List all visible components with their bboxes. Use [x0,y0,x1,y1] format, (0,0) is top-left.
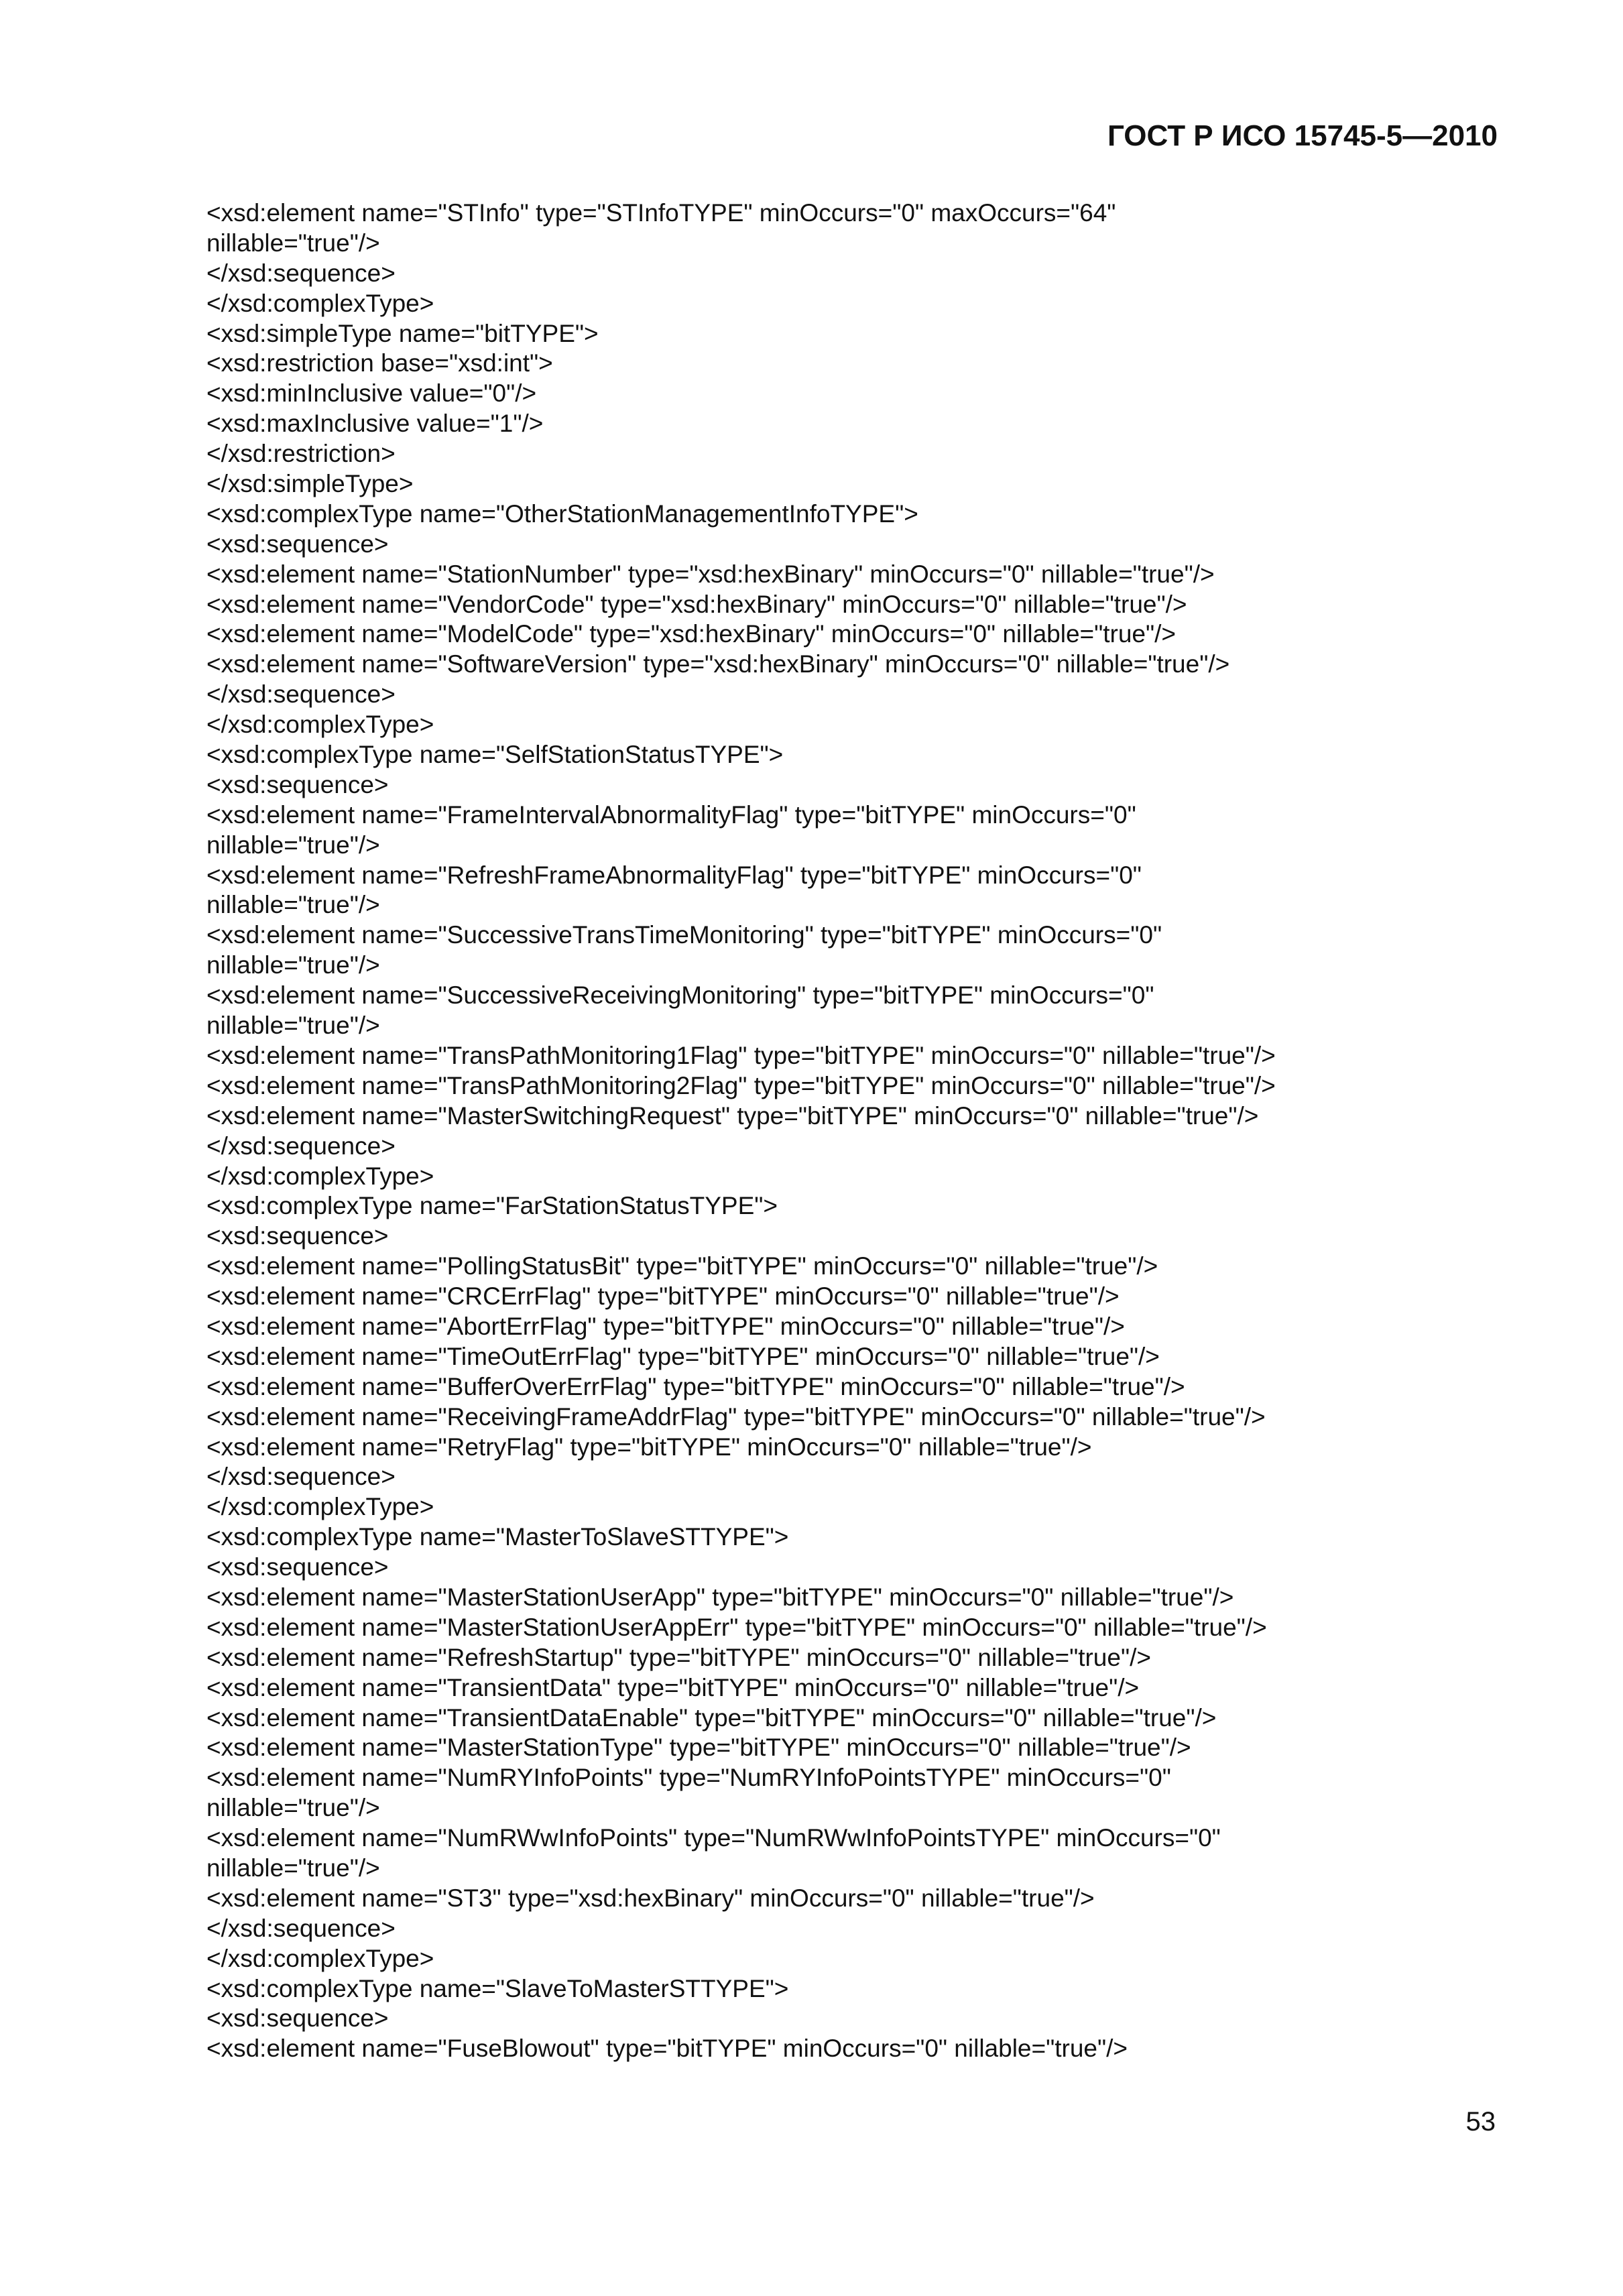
code-line: <xsd:restriction base="xsd:int"> [206,349,553,377]
code-line: <xsd:element name="STInfo" type="STInfoTYPE" minOccurs="0" maxOccurs="64" [206,199,1116,227]
code-line: nillable="true"/> [206,951,380,979]
code-line: <xsd:element name="CRCErrFlag" type="bitTYPE" minOccurs="0" nillable="true"/> [206,1282,1120,1311]
code-line: <xsd:element name="StationNumber" type="xsd:hexBinary" minOccurs="0" nillable="true"/> [206,560,1215,588]
code-line: <xsd:element name="VendorCode" type="xsd:hexBinary" minOccurs="0" nillable="true"/> [206,590,1187,618]
code-line: </xsd:complexType> [206,1493,434,1521]
code-line: nillable="true"/> [206,229,380,257]
code-line: <xsd:element name="SoftwareVersion" type="xsd:hexBinary" minOccurs="0" nillable="true"/> [206,650,1230,678]
code-line: <xsd:element name="TransPathMonitoring1Flag" type="bitTYPE" minOccurs="0" nillable="true"/> [206,1041,1276,1069]
code-line: nillable="true"/> [206,1854,380,1882]
code-line: </xsd:sequence> [206,680,396,709]
code-line: <xsd:element name="ST3" type="xsd:hexBinary" minOccurs="0" nillable="true"/> [206,1884,1095,1912]
code-line: nillable="true"/> [206,891,380,919]
code-line: <xsd:complexType name="OtherStationManagementInfoTYPE"> [206,499,918,528]
code-line: <xsd:element name="FuseBlowout" type="bitTYPE" minOccurs="0" nillable="true"/> [206,2035,1128,2063]
code-line: </xsd:restriction> [206,440,396,468]
code-line: <xsd:minInclusive value="0"/> [206,379,537,408]
code-line: </xsd:sequence> [206,1914,396,1942]
code-line: <xsd:element name="SuccessiveReceivingMonitoring" type="bitTYPE" minOccurs="0" [206,981,1154,1010]
code-line: <xsd:element name="TransientData" type="bitTYPE" minOccurs="0" nillable="true"/> [206,1673,1140,1701]
code-line: <xsd:element name="MasterStationUserAppErr" type="bitTYPE" minOccurs="0" nillable="true"/> [206,1613,1267,1641]
code-line: <xsd:element name="MasterStationUserApp" type="bitTYPE" minOccurs="0" nillable="true"/> [206,1583,1234,1611]
code-line: <xsd:element name="TransientDataEnable" type="bitTYPE" minOccurs="0" nillable="true"/> [206,1703,1217,1732]
code-line: </xsd:complexType> [206,1162,434,1190]
code-line: </xsd:complexType> [206,1944,434,1972]
code-line: <xsd:maxInclusive value="1"/> [206,410,544,438]
code-line: <xsd:element name="MasterStationType" type="bitTYPE" minOccurs="0" nillable="true"/> [206,1734,1191,1762]
code-line: <xsd:element name="NumRWwInfoPoints" type="NumRWwInfoPointsTYPE" minOccurs="0" [206,1824,1221,1852]
code-line: <xsd:element name="RetryFlag" type="bitTYPE" minOccurs="0" nillable="true"/> [206,1433,1092,1461]
code-line: <xsd:element name="BufferOverErrFlag" type="bitTYPE" minOccurs="0" nillable="true"/> [206,1372,1185,1400]
code-line: <xsd:element name="ReceivingFrameAddrFlag" type="bitTYPE" minOccurs="0" nillable="true"/> [206,1402,1266,1431]
code-line: <xsd:element name="FrameIntervalAbnormalityFlag" type="bitTYPE" minOccurs="0" [206,800,1136,829]
code-line: <xsd:element name="TimeOutErrFlag" type="bitTYPE" minOccurs="0" nillable="true"/> [206,1342,1160,1370]
code-line: </xsd:sequence> [206,1132,396,1160]
code-line: <xsd:sequence> [206,2004,389,2033]
page-number: 53 [1465,2107,1496,2136]
code-line: <xsd:element name="TransPathMonitoring2Flag" type="bitTYPE" minOccurs="0" nillable="true"/> [206,1071,1276,1099]
code-line: </xsd:complexType> [206,289,434,317]
code-line: <xsd:element name="RefreshFrameAbnormalityFlag" type="bitTYPE" minOccurs="0" [206,861,1142,889]
code-line: <xsd:element name="RefreshStartup" type="bitTYPE" minOccurs="0" nillable="true"/> [206,1643,1151,1671]
code-line: <xsd:sequence> [206,1222,389,1250]
code-line: <xsd:sequence> [206,1553,389,1581]
code-line: <xsd:element name="NumRYInfoPoints" type="NumRYInfoPointsTYPE" minOccurs="0" [206,1764,1171,1792]
code-line: <xsd:complexType name="MasterToSlaveSTTYPE"> [206,1523,789,1551]
code-line: <xsd:element name="ModelCode" type="xsd:hexBinary" minOccurs="0" nillable="true"/> [206,620,1177,648]
code-line: <xsd:sequence> [206,770,389,798]
code-line: nillable="true"/> [206,1794,380,1822]
code-line: nillable="true"/> [206,1012,380,1040]
code-line: </xsd:sequence> [206,259,396,287]
code-line: <xsd:simpleType name="bitTYPE"> [206,319,599,347]
code-line: <xsd:complexType name="FarStationStatusTYPE"> [206,1192,778,1220]
code-line: <xsd:element name="MasterSwitchingRequest" type="bitTYPE" minOccurs="0" nillable="true"/> [206,1101,1259,1130]
xsd-code-listing [206,198,1520,2064]
code-line: <xsd:complexType name="SelfStationStatusTYPE"> [206,741,784,769]
code-line: nillable="true"/> [206,831,380,859]
code-line: </xsd:sequence> [206,1463,396,1491]
code-line: <xsd:element name="SuccessiveTransTimeMonitoring" type="bitTYPE" minOccurs="0" [206,921,1162,949]
code-line: <xsd:element name="AbortErrFlag" type="bitTYPE" minOccurs="0" nillable="true"/> [206,1312,1125,1340]
code-line: <xsd:sequence> [206,530,389,558]
code-line: </xsd:simpleType> [206,470,414,498]
page-header-standard-id: ГОСТ Р ИСО 15745-5—2010 [1107,119,1498,152]
code-line: <xsd:complexType name="SlaveToMasterSTTYPE"> [206,1974,789,2002]
code-line: </xsd:complexType> [206,711,434,739]
code-line: <xsd:element name="PollingStatusBit" type="bitTYPE" minOccurs="0" nillable="true"/> [206,1252,1158,1280]
